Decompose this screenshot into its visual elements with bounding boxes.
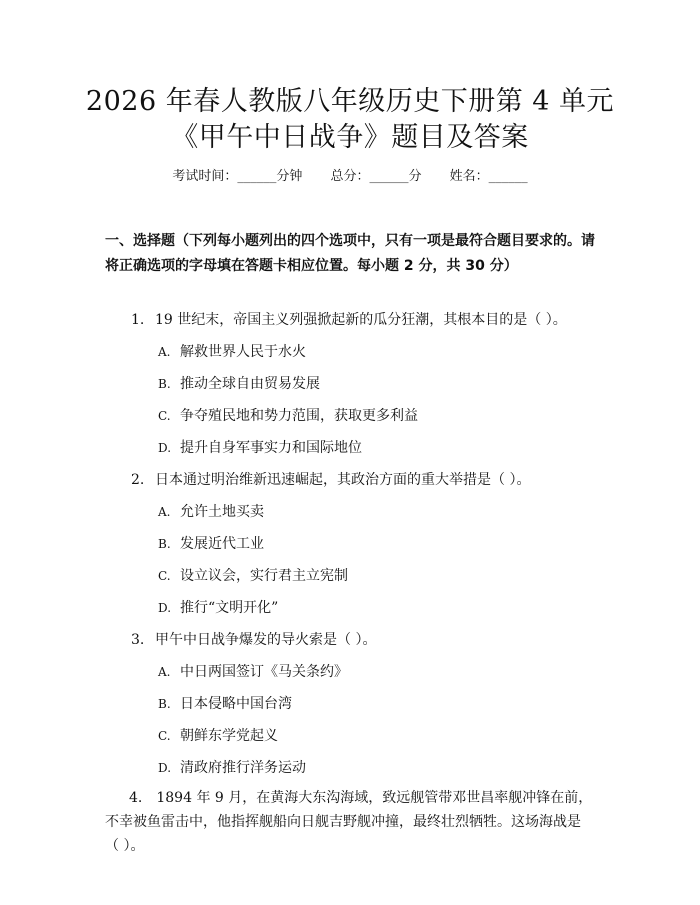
option-letter: D. xyxy=(158,761,172,775)
option-letter: D. xyxy=(158,441,172,455)
option-2d xyxy=(158,598,278,618)
exam-name-field: 姓名：______ xyxy=(449,169,528,184)
exam-title-line2: 《甲午中日战争》题目及答案 xyxy=(171,122,529,153)
question-text: 甲午中日战争爆发的导火索是（ ）。 xyxy=(155,632,377,648)
question-2 xyxy=(105,468,595,492)
option-3d xyxy=(158,758,306,778)
question-1 xyxy=(105,308,595,332)
option-text: 中日两国签订《马关条约》 xyxy=(180,664,348,680)
option-3a xyxy=(158,662,348,682)
option-text: 清政府推行洋务运动 xyxy=(180,760,306,776)
option-text: 允许土地买卖 xyxy=(180,504,264,520)
option-text: 朝鲜东学党起义 xyxy=(180,728,278,744)
option-letter: B. xyxy=(158,697,171,711)
option-text: 推动全球自由贸易发展 xyxy=(180,376,320,392)
option-2c xyxy=(158,566,348,586)
option-1c xyxy=(158,406,418,426)
option-letter: A. xyxy=(158,345,171,359)
option-text: 提升自身军事实力和国际地位 xyxy=(180,440,362,456)
question-number: 4. xyxy=(129,790,143,806)
exam-time-field: 考试时间：______分钟 xyxy=(172,169,303,184)
question-number: 2. xyxy=(131,472,145,488)
option-text: 发展近代工业 xyxy=(180,536,264,552)
option-3b xyxy=(158,694,292,714)
exam-title-line1: 2026 年春人教版八年级历史下册第 4 单元 xyxy=(85,86,615,117)
question-text: 1894 年 9 月，在黄海大东沟海域，致远舰管带邓世昌率舰冲锋在前，不幸被鱼雷击中，他指挥舰船向日舰吉野舰冲撞，最终壮烈牺牲。这场海战是（ ）。 xyxy=(105,790,593,854)
option-3c xyxy=(158,726,278,746)
option-letter: D. xyxy=(158,601,172,615)
option-letter: B. xyxy=(158,537,171,551)
option-text: 设立议会，实行君主立宪制 xyxy=(180,568,348,584)
question-3 xyxy=(105,628,595,652)
option-letter: B. xyxy=(158,377,171,391)
option-1d xyxy=(158,438,362,458)
question-text: 日本通过明治维新迅速崛起，其政治方面的重大举措是（ ）。 xyxy=(155,472,531,488)
question-number: 3. xyxy=(131,632,145,648)
option-2b xyxy=(158,534,264,554)
exam-meta xyxy=(0,167,700,187)
option-letter: C. xyxy=(158,729,171,743)
question-number: 1. xyxy=(131,312,145,328)
option-letter: C. xyxy=(158,409,171,423)
option-letter: C. xyxy=(158,569,171,583)
section-heading-choice: 一、选择题（下列每小题列出的四个选项中，只有一项是最符合题目要求的。请将正确选项的字母填在答题卡相应位置。每小题 2 分，共 30 分） xyxy=(105,233,595,274)
option-text: 日本侵略中国台湾 xyxy=(180,696,292,712)
option-2a xyxy=(158,502,264,522)
option-letter: A. xyxy=(158,505,171,519)
option-text: 争夺殖民地和势力范围，获取更多利益 xyxy=(180,408,418,424)
option-letter: A. xyxy=(158,665,171,679)
question-4 xyxy=(105,786,593,858)
option-1b xyxy=(158,374,320,394)
option-text: 推行“文明开化” xyxy=(180,600,279,616)
exam-score-field: 总分：______分 xyxy=(330,169,422,184)
question-text: 19 世纪末，帝国主义列强掀起新的瓜分狂潮，其根本目的是（ ）。 xyxy=(155,312,567,328)
option-1a xyxy=(158,342,306,362)
option-text: 解救世界人民于水火 xyxy=(180,344,306,360)
